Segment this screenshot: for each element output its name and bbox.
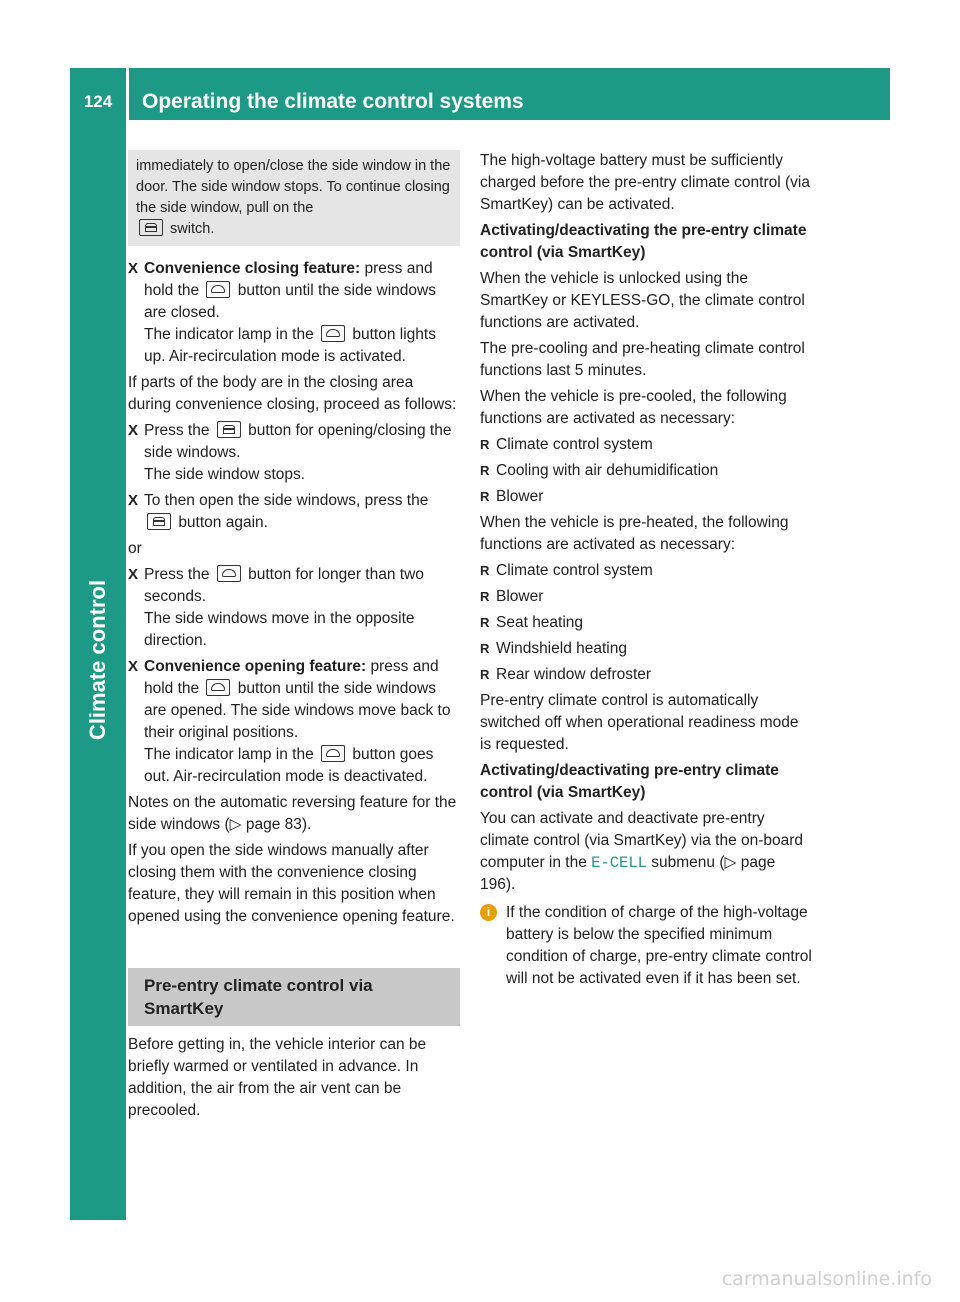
list-item-text: Cooling with air dehumidification [496, 462, 719, 479]
opening-heading: Convenience opening feature: [144, 658, 367, 675]
step-longer [128, 564, 460, 652]
then-text-a: To then open the side windows, press the [144, 492, 429, 509]
recirculation-button-icon [321, 745, 345, 762]
list-item-text: Blower [496, 588, 544, 605]
heat-list [480, 560, 813, 686]
opening-text-c: The indicator lamp in the [144, 746, 314, 763]
bullet-icon: R [480, 563, 490, 578]
closing-text-d: button lights up. Air-recirculation mode is activated. [144, 326, 436, 365]
notes-text: Notes on the automatic reversing feature for the side windows (▷ page 83). [128, 794, 457, 833]
step-marker-icon: X [128, 566, 139, 583]
left-column [128, 150, 460, 1126]
bullet-icon: R [480, 589, 490, 604]
precooled-text: When the vehicle is pre-cooled, the following functions are activated as necessary: [480, 388, 787, 427]
last-text: The pre-cooling and pre-heating climate control functions last 5 minutes. [480, 340, 805, 379]
list-item [480, 434, 813, 456]
info-text: If the condition of charge of the high-voltage battery is below the specified minimum condition of charge, pre-entry climate control will not be activated even if it has been set. [506, 904, 812, 987]
window-switch-icon [147, 513, 171, 530]
closing-heading: Convenience closing feature: [144, 260, 361, 277]
info-icon: i [480, 904, 497, 921]
list-item-text: Windshield heating [496, 640, 627, 657]
battery-text: The high-voltage battery must be sufficiently charged before the pre-entry climate control (via SmartKey) can be activated. [480, 152, 810, 213]
closing-text-b: button until the side windows are closed. [144, 282, 436, 321]
bullet-icon: R [480, 437, 490, 452]
opening-text-a: press and hold the [144, 658, 439, 697]
step-marker-icon: X [128, 260, 139, 277]
longer-text-c: The side windows move in the opposite direction. [144, 610, 415, 649]
longer-text-a: Press the [144, 566, 210, 583]
bullet-icon: R [480, 641, 490, 656]
list-item-text: Climate control system [496, 562, 653, 579]
bullet-icon: R [480, 667, 490, 682]
list-item [480, 638, 813, 660]
step-marker-icon: X [128, 422, 139, 439]
section-heading: Pre-entry climate control via SmartKey [128, 968, 460, 1026]
step-marker-icon: X [128, 492, 139, 509]
section-text: Before getting in, the vehicle interior can be briefly warmed or ventilated in advance. In addition, the air from the air vent can be precooled. [128, 1036, 427, 1119]
onboard-text-a: You can activate and deactivate pre-entry climate control (via SmartKey) via the on-board computer in the [480, 810, 804, 871]
then-text-b: button again. [178, 514, 268, 531]
list-item-text: Climate control system [496, 436, 653, 453]
onboard-text-b: submenu (▷ page 196). [480, 854, 776, 893]
onboard-text [480, 808, 813, 896]
step-marker-icon: X [128, 658, 139, 675]
press-text-a: Press the [144, 422, 210, 439]
step-opening [128, 656, 460, 788]
ecell-menu-label: E-CELL [591, 854, 647, 872]
recirculation-button-icon [206, 679, 230, 696]
opening-text-d: button goes out. Air-recirculation mode is deactivated. [144, 746, 434, 785]
list-item-text: Rear window defroster [496, 666, 652, 683]
closing-text-a: press and hold the [144, 260, 433, 299]
unlocked-text: When the vehicle is unlocked using the SmartKey or KEYLESS-GO, the climate control functions are activated. [480, 270, 805, 331]
opening-text-b: button until the side windows are opened. The side windows move back to their original positions. [144, 680, 451, 741]
if-parts-text: If parts of the body are in the closing area during convenience closing, proceed as follows: [128, 374, 457, 413]
note-text: immediately to open/close the side window in the door. The side window stops. To continue closing the side window, pull on the [136, 158, 451, 216]
window-switch-icon [217, 421, 241, 438]
cool-list [480, 434, 813, 508]
note-box [128, 150, 460, 246]
or-text: or [128, 540, 142, 557]
step-closing [128, 258, 460, 368]
info-note [480, 902, 813, 990]
page-title: Operating the climate control systems [142, 90, 524, 113]
header-divider [126, 68, 129, 120]
window-switch-icon [139, 219, 163, 236]
side-tab-label: Climate control [85, 579, 110, 741]
right-column [480, 150, 813, 990]
bullet-icon: R [480, 615, 490, 630]
press-text-c: The side window stops. [144, 466, 306, 483]
list-item-text: Seat heating [496, 614, 584, 631]
manual-text: If you open the side windows manually after closing them with the convenience closing feature, they will remain in this position when opened using the convenience opening feature. [128, 842, 455, 925]
activate-heading-2: Activating/deactivating pre-entry climate control (via SmartKey) [480, 762, 779, 801]
recirculation-button-icon [217, 565, 241, 582]
list-item [480, 560, 813, 582]
closing-text-c: The indicator lamp in the [144, 326, 314, 343]
bullet-icon: R [480, 463, 490, 478]
longer-text-b: button for longer than two seconds. [144, 566, 424, 605]
preheated-text: When the vehicle is pre-heated, the following functions are activated as necessary: [480, 514, 789, 553]
list-item [480, 486, 813, 508]
list-item-text: Blower [496, 488, 544, 505]
step-press [128, 420, 460, 486]
auto-off-text: Pre-entry climate control is automatically switched off when operational readiness mode is requested. [480, 692, 799, 753]
list-item [480, 612, 813, 634]
bullet-icon: R [480, 489, 490, 504]
recirculation-button-icon [321, 325, 345, 342]
activate-heading-1: Activating/deactivating the pre-entry climate control (via SmartKey) [480, 222, 807, 261]
list-item [480, 664, 813, 686]
page-number: 124 [83, 92, 113, 111]
list-item [480, 460, 813, 482]
recirculation-button-icon [206, 281, 230, 298]
watermark: carmanualsonline.info [721, 1268, 932, 1290]
note-tail: switch. [170, 221, 215, 237]
press-text-b: button for opening/closing the side windows. [144, 422, 452, 461]
page-header [70, 68, 890, 120]
list-item [480, 586, 813, 608]
step-then-open [128, 490, 460, 534]
